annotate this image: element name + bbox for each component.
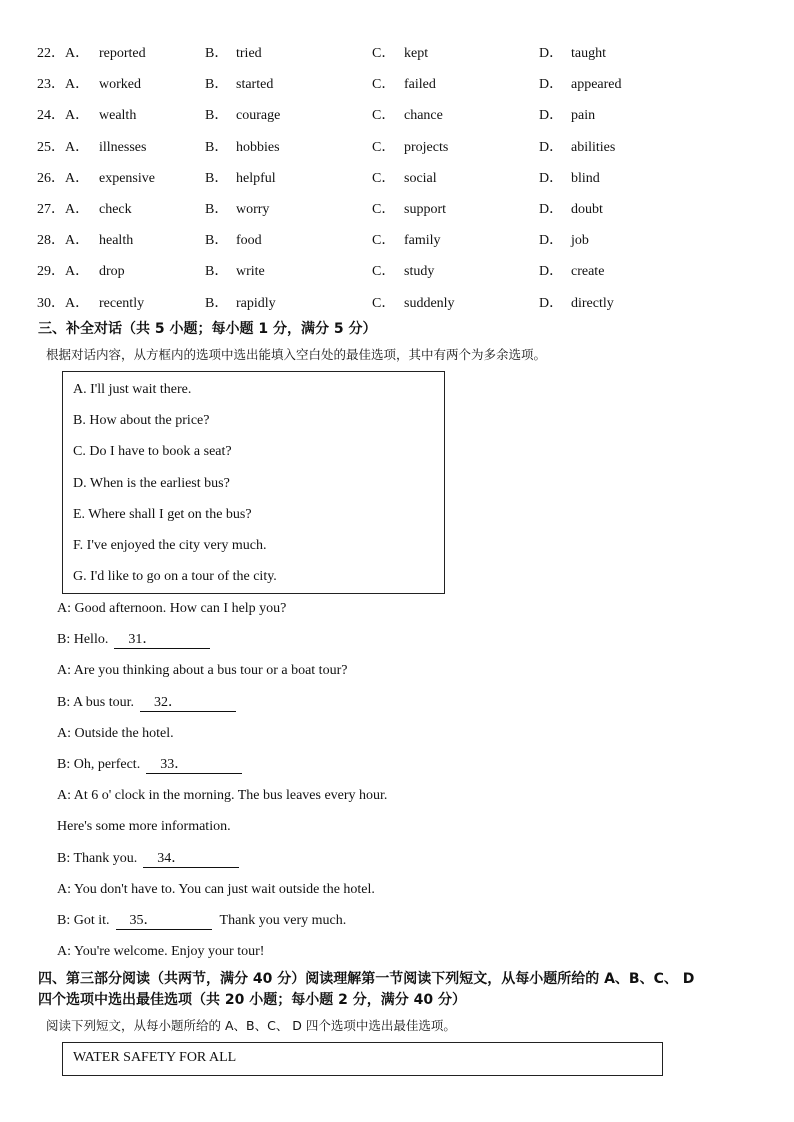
option-a: wealth	[99, 108, 137, 124]
option-a: expensive	[99, 170, 155, 186]
dialogue-text: A: Good afternoon. How can I help you?	[57, 601, 287, 616]
choice-item: A. I'll just wait there.	[73, 382, 192, 397]
option-a: worked	[99, 77, 141, 93]
option-b-label: B．	[205, 46, 229, 61]
option-d-label: D．	[539, 202, 564, 217]
option-c: social	[404, 170, 437, 186]
answer-blank[interactable]: 35．	[116, 913, 212, 930]
option-b-label: B．	[205, 233, 229, 249]
option-row	[0, 169, 794, 189]
section-3-instruction: 根据对话内容，从方框内的选项中选出能填入空白处的最佳选项，其中有两个为多余选项。	[46, 347, 547, 362]
option-row	[0, 44, 794, 64]
dialogue-line	[57, 724, 174, 744]
option-b: started	[236, 77, 274, 93]
option-row	[0, 106, 794, 126]
choice-item: C. Do I have to book a seat?	[73, 444, 232, 460]
dialogue-text: A: You don't have to. You can just wait outside the hotel.	[57, 881, 375, 897]
answer-blank[interactable]: 31．	[114, 632, 210, 649]
dialogue-text: A: Are you thinking about a bus tour or a boat tour?	[57, 663, 348, 679]
option-b-label: B．	[205, 202, 229, 217]
option-c-label: C．	[372, 202, 396, 217]
option-a: health	[99, 233, 134, 249]
option-c: failed	[404, 77, 436, 93]
option-row	[0, 138, 794, 158]
option-d-label: D．	[539, 264, 564, 280]
option-b-label: B．	[205, 295, 229, 311]
dialogue-line	[57, 880, 375, 900]
option-b: write	[236, 264, 265, 280]
option-row	[0, 231, 794, 251]
option-c-label: C．	[372, 77, 396, 93]
option-b: food	[236, 233, 262, 249]
option-row	[0, 294, 794, 314]
passage-title-box	[62, 1042, 663, 1076]
option-c: kept	[404, 46, 429, 61]
option-a: drop	[99, 264, 125, 280]
option-b: helpful	[236, 170, 276, 186]
answer-blank[interactable]: 32．	[140, 695, 236, 712]
choice-item: D. When is the earliest bus?	[73, 475, 230, 491]
answer-blank[interactable]: 33．	[146, 757, 242, 774]
option-b-label: B．	[205, 139, 229, 155]
option-d-label: D．	[539, 139, 564, 155]
dialogue-line	[57, 942, 264, 962]
option-c-label: C．	[372, 233, 396, 249]
option-c: suddenly	[404, 295, 455, 311]
dialogue-line	[57, 630, 210, 650]
option-row	[0, 200, 794, 220]
dialogue-line	[57, 849, 239, 869]
dialogue-text: B: Oh, perfect.	[57, 757, 141, 772]
option-c: support	[404, 202, 446, 217]
dialogue-text: A: Outside the hotel.	[57, 725, 174, 741]
option-b: rapidly	[236, 295, 276, 311]
option-c-label: C．	[372, 46, 396, 61]
option-b-label: B．	[205, 108, 229, 124]
option-row	[0, 75, 794, 95]
choices-box	[62, 371, 445, 594]
option-d-label: D．	[539, 295, 564, 311]
option-c: projects	[404, 139, 449, 155]
option-d: create	[571, 264, 605, 280]
dialogue-text-after: Thank you very much.	[219, 913, 347, 928]
dialogue-line	[57, 786, 387, 806]
option-d: taught	[571, 46, 606, 61]
question-number: 29．A．	[37, 264, 90, 280]
option-c: study	[404, 264, 435, 280]
question-number: 24．A．	[37, 108, 90, 124]
choice-item: B. How about the price?	[73, 413, 210, 429]
option-c-label: C．	[372, 170, 396, 186]
option-a: check	[99, 202, 132, 217]
option-d: job	[571, 233, 589, 249]
option-row	[0, 262, 794, 282]
question-number: 22．A．	[37, 46, 90, 61]
question-number: 23．A．	[37, 77, 90, 93]
option-c-label: C．	[372, 108, 396, 124]
option-a: illnesses	[99, 139, 147, 155]
dialogue-text: A: You're welcome. Enjoy your tour!	[57, 944, 265, 960]
question-number: 28．A．	[37, 233, 90, 249]
dialogue-text: B: Hello.	[57, 632, 109, 648]
option-d-label: D．	[539, 46, 564, 61]
question-number: 30．A．	[37, 295, 90, 311]
option-b-label: B．	[205, 77, 229, 93]
option-d: directly	[571, 295, 614, 311]
dialogue-text: B: Thank you.	[57, 850, 138, 866]
option-d: blind	[571, 170, 600, 186]
option-d: pain	[571, 108, 596, 124]
option-c-label: C．	[372, 139, 396, 155]
dialogue-line	[57, 911, 346, 931]
option-b: tried	[236, 46, 262, 61]
answer-blank[interactable]: 34．	[143, 851, 239, 868]
dialogue-line	[57, 817, 231, 837]
option-a: recently	[99, 295, 145, 311]
passage-title: WATER SAFETY FOR ALL	[73, 1050, 237, 1065]
option-d-label: D．	[539, 77, 564, 93]
option-b-label: B．	[205, 264, 229, 280]
option-b-label: B．	[205, 170, 229, 186]
option-b: hobbies	[236, 139, 280, 155]
option-c-label: C．	[372, 264, 396, 280]
option-d: doubt	[571, 202, 603, 217]
question-number: 25．A．	[37, 139, 90, 155]
section-4-heading-line2: 四个选项中选出最佳选项（共 20 小题；每小题 2 分，满分 40 分）	[38, 992, 466, 1008]
dialogue-text: Here's some more information.	[57, 819, 231, 835]
option-b: worry	[236, 202, 270, 217]
option-a: reported	[99, 46, 146, 61]
option-d-label: D．	[539, 233, 564, 249]
choice-item: E. Where shall I get on the bus?	[73, 506, 252, 522]
option-c: family	[404, 233, 441, 249]
option-d-label: D．	[539, 170, 564, 186]
option-c-label: C．	[372, 295, 396, 311]
dialogue-line	[57, 599, 286, 619]
dialogue-line	[57, 755, 242, 775]
question-number: 27．A．	[37, 202, 90, 217]
option-c: chance	[404, 108, 443, 124]
dialogue-text: B: Got it.	[57, 913, 110, 928]
option-d: appeared	[571, 77, 622, 93]
option-d-label: D．	[539, 108, 564, 124]
dialogue-text: A: At 6 o' clock in the morning. The bus leaves every hour.	[57, 788, 388, 804]
dialogue-text: B: A bus tour.	[57, 694, 135, 710]
option-d: abilities	[571, 139, 616, 155]
question-number: 26．A．	[37, 170, 90, 186]
dialogue-line	[57, 693, 236, 713]
dialogue-line	[57, 661, 347, 681]
option-b: courage	[236, 108, 281, 124]
section-3-heading: 三、补全对话（共 5 小题；每小题 1 分，满分 5 分）	[38, 321, 377, 337]
section-4-instruction: 阅读下列短文，从每小题所给的 A、B、C、 D 四个选项中选出最佳选项。	[46, 1018, 456, 1033]
section-4-heading-line1: 四、第三部分阅读（共两节，满分 40 分）阅读理解第一节阅读下列短文，从每小题所给的 A、B、C、 D	[38, 971, 695, 987]
choice-item: G. I'd like to go on a tour of the city.	[73, 569, 277, 585]
choice-item: F. I've enjoyed the city very much.	[73, 538, 267, 553]
